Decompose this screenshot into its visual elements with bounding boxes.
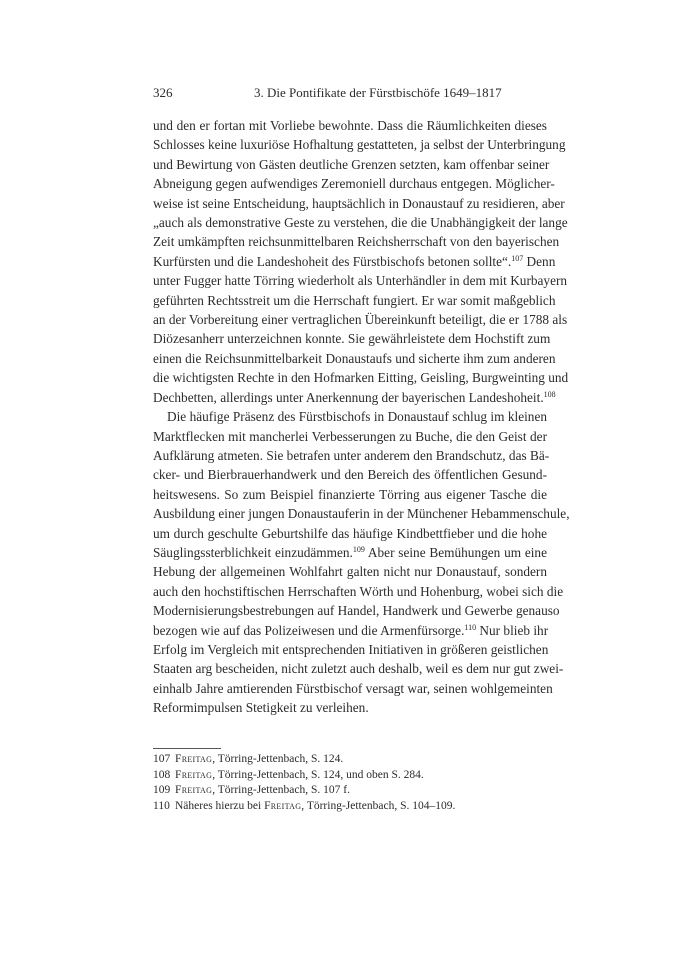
text-line: an der Vorbereitung einer vertraglichen Übereinkunft beteiligt, die er 1788 als — [153, 312, 568, 328]
text-line: Abneigung gegen aufwendiges Zeremoniell durchaus entgegen. Möglicher- — [153, 176, 555, 192]
text-line — [153, 252, 556, 271]
text-line: Aufklärung atmeten. Sie betrafen unter anderem den Brandschutz, das Bä- — [153, 447, 550, 463]
footnote-author: Freitag — [175, 753, 213, 765]
text-segment: Aber seine Bemühungen um eine — [364, 544, 547, 560]
footnote-text: , Törring-Jettenbach, S. 104–109. — [301, 799, 456, 812]
text-segment: Denn — [523, 253, 556, 269]
footnote-text: , Törring-Jettenbach, S. 124. — [212, 753, 344, 765]
text-line: Modernisierungsbestrebungen auf Handel, Handwerk und Gewerbe genauso — [153, 603, 560, 619]
footnote-number: 109 — [153, 784, 171, 796]
footnote — [153, 752, 547, 768]
paragraph — [153, 116, 569, 407]
text-line: Ausbildung einer jungen Donaustauferin in der Münchener Hebammenschule, — [153, 506, 570, 522]
text-line: Staaten arg bescheiden, nicht zuletzt auch deshalb, weil es dem nur gut zwei- — [153, 661, 564, 677]
text-line: Marktflecken mit mancherlei Verbesserungen zu Buche, die den Geist der — [153, 428, 547, 444]
footnote-text: , Törring-Jettenbach, S. 124, und oben S. 284. — [212, 768, 424, 781]
text-line: Erfolg im Vergleich mit entsprechenden Initiativen in größeren geistlichen — [153, 641, 549, 657]
text-segment: Säuglingssterblichkeit einzudämmen. — [153, 544, 353, 560]
footnotes — [153, 752, 547, 814]
text-segment: Dechbetten, allerdings unter Anerkennung der bayerischen Landeshoheit. — [153, 389, 544, 405]
text-line: auch den hochstiftischen Herrschaften Wörth und Hohenburg, wobei sich die — [153, 583, 564, 599]
text-line: unter Fugger hatte Törring wiederholt als Unterhändler in dem mit Kurbayern — [153, 273, 568, 289]
text-line: um durch geschulte Geburtshilfe das häufige Kindbettfieber und die hohe — [153, 525, 547, 541]
footnote — [153, 783, 547, 799]
text-line: cker- und Bierbrauerhandwerk und den Bereich des öffentlichen Gesund- — [153, 467, 547, 483]
text-line: geführten Rechtsstreit um die Herrschaft fungiert. Er war somit maßgeblich — [153, 292, 556, 308]
text-line: einen die Reichsunmittelbarkeit Donaustaufs und sicherte ihm zum anderen — [153, 350, 556, 366]
text-line: Die häufige Präsenz des Fürstbischofs in Donaustauf schlug im kleinen — [167, 409, 547, 425]
paragraph — [153, 407, 570, 718]
text-line: „auch als demonstrative Geste zu verstehen, die die Unabhängigkeit der lange — [153, 215, 568, 231]
text-segment: Nur blieb ihr — [476, 622, 549, 638]
footnote-ref[interactable]: 110 — [464, 622, 477, 632]
text-line — [153, 543, 547, 562]
text-line: und Bewirtung von Gästen deutliche Grenzen setzten, kam offenbar seiner — [153, 156, 550, 172]
running-head: 3. Die Pontifikate der Fürstbischöfe 1649–1817 — [254, 85, 502, 100]
footnote-author: Freitag — [175, 768, 213, 781]
footnote-ref[interactable]: 108 — [543, 389, 556, 399]
footnote-number: 110 — [153, 799, 170, 812]
footnote-author: Freitag — [264, 799, 302, 812]
text-line: und den er fortan mit Vorliebe bewohnte. Dass die Räumlichkeiten dieses — [153, 118, 547, 133]
text-line: weise ist seine Entscheidung, hauptsächlich in Donaustauf zu residieren, aber — [153, 195, 565, 211]
footnote-divider — [153, 748, 221, 749]
text-segment: bezogen wie auf das Polizeiwesen und die Armenfürsorge. — [153, 622, 465, 638]
text-line — [153, 621, 547, 640]
footnote-ref[interactable]: 107 — [511, 253, 524, 263]
text-line: Reformimpulsen Stetigkeit zu verleihen. — [153, 700, 369, 716]
page-number: 326 — [153, 85, 173, 100]
text-line: die wichtigsten Rechte in den Hofmarken Eitting, Geisling, Burgweinting und — [153, 370, 569, 386]
body-text — [153, 116, 570, 718]
text-line — [153, 388, 556, 407]
text-line: Diözesanherr unterzeichnen konnte. Sie gewährleistete dem Hochstift zum — [153, 331, 551, 347]
text-line: Schlosses keine luxuriöse Hofhaltung gestatteten, ja selbst der Unterbringung — [153, 137, 566, 153]
text-line: heitswesens. So zum Beispiel finanzierte Törring aus eigener Tasche die — [153, 486, 547, 502]
text-line: einhalb Jahre amtierenden Fürstbischof versagt war, seinen wohlgemeinten — [153, 680, 553, 696]
footnote-number: 107 — [153, 753, 171, 765]
text-line: Zeit umkämpften reichsunmittelbaren Reichsherrschaft von den bayerischen — [153, 234, 560, 250]
footnote — [153, 768, 547, 784]
footnote-ref[interactable]: 109 — [352, 544, 365, 554]
footnote-number: 108 — [153, 768, 171, 781]
footnote-author: Freitag — [175, 784, 213, 796]
footnote-text: Näheres hierzu bei — [175, 799, 265, 812]
footnote — [153, 799, 547, 815]
text-line: Hebung der allgemeinen Wohlfahrt galten nicht nur Donaustauf, sondern — [153, 564, 547, 580]
text-segment: Kurfürsten und die Landeshoheit des Fürstbischofs betonen sollte“. — [153, 253, 512, 269]
footnote-text: , Törring-Jettenbach, S. 107 f. — [212, 784, 350, 796]
